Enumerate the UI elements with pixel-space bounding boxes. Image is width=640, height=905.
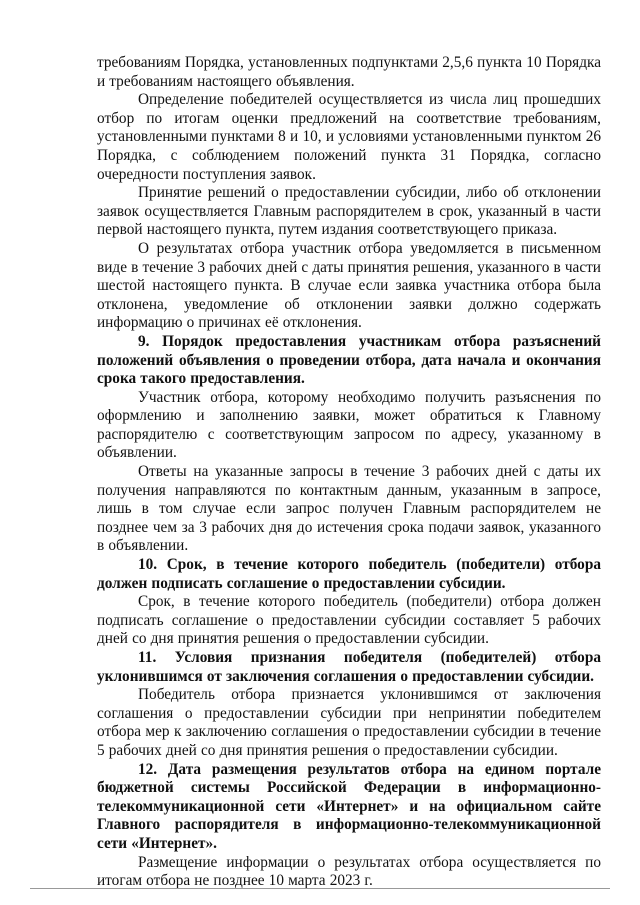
paragraph-clarification-request: Участник отбора, которому необходимо получить разъяснения по оформлению и заполнению заявки, может обратиться к Главному распорядителю с соответствующим запросом по адресу, указанному в объявлении. (97, 388, 601, 462)
section-9-heading: 9. Порядок предоставления участникам отбора разъяснений положений объявления о проведении отбора, дата начала и окончания срока такого предоставления. (97, 332, 601, 388)
paragraph-notification: О результатах отбора участник отбора уведомляется в письменном виде в течение 3 рабочих дней с даты принятия решения, указанного в части шестой настоящего пункта. В случае если заявка участника отбора была отклонена, уведомление об отклонении заявки должно содержать информацию о причинах её отклонения. (97, 239, 601, 332)
section-10-heading: 10. Срок, в течение которого победитель (победители) отбора должен подписать соглашение о предоставлении субсидии. (97, 556, 601, 592)
document-body (97, 54, 601, 891)
paragraph-decision-making: Принятие решений о предоставлении субсидии, либо об отклонении заявок осуществляется Главным распорядителем в срок, указанный в части первой настоящего пункта, путем издания соответствующего приказа. (97, 184, 601, 239)
paragraph-signing-deadline: Срок, в течение которого победитель (победители) отбора должен подписать соглашение о предоставлении субсидии составляет 5 рабочих дней со дня принятия решения о предоставлении субсидии. (97, 593, 601, 648)
paragraph-results-publication: Размещение информации о результатах отбора осуществляется по итогам отбора не позднее 10 марта 2023 г. (97, 853, 601, 890)
footer-divider (30, 888, 610, 889)
paragraph-winner-determination: Определение победителей осуществляется из числа лиц прошедших отбор по итогам оценки предложений на соответствие требованиям, установленными пунктами 8 и 10, и условиями установленными пунктом 26 Порядка, с соблюдением положений пункта 31 Порядка, согласно очередности поступления заявок. (97, 91, 601, 183)
paragraph-evasion-conditions: Победитель отбора признается уклонившимся от заключения соглашения о предоставлении субсидии при непринятии победителем отбора мер к заключению соглашения о предоставлении субсидии в течение 5 рабочих дней со дня принятия решения о предоставлении субсидии. (97, 686, 601, 759)
section-11-heading: 11. Условия признания победителя (победителей) отбора уклонившимся от заключения соглашения о предоставлении субсидии. (97, 649, 601, 685)
paragraph-continuation: требованиям Порядка, установленных подпунктами 2,5,6 пункта 10 Порядка и требованиям настоящего объявления. (97, 54, 601, 90)
section-12-heading: 12. Дата размещения результатов отбора на едином портале бюджетной системы Российской Федерации в информационно-телекоммуникационной сети «Интернет» и на официальном сайте Главного распорядителя в информационно-телекоммуникационной сети «Интернет». (97, 760, 601, 852)
paragraph-clarification-response: Ответы на указанные запросы в течение 3 рабочих дней с даты их получения направляются по контактным данным, указанным в запросе, лишь в том случае если запрос получен Главным распорядителем не позднее чем за 3 рабочих дня до истечения срока подачи заявок, указанного в объявлении. (97, 463, 601, 555)
